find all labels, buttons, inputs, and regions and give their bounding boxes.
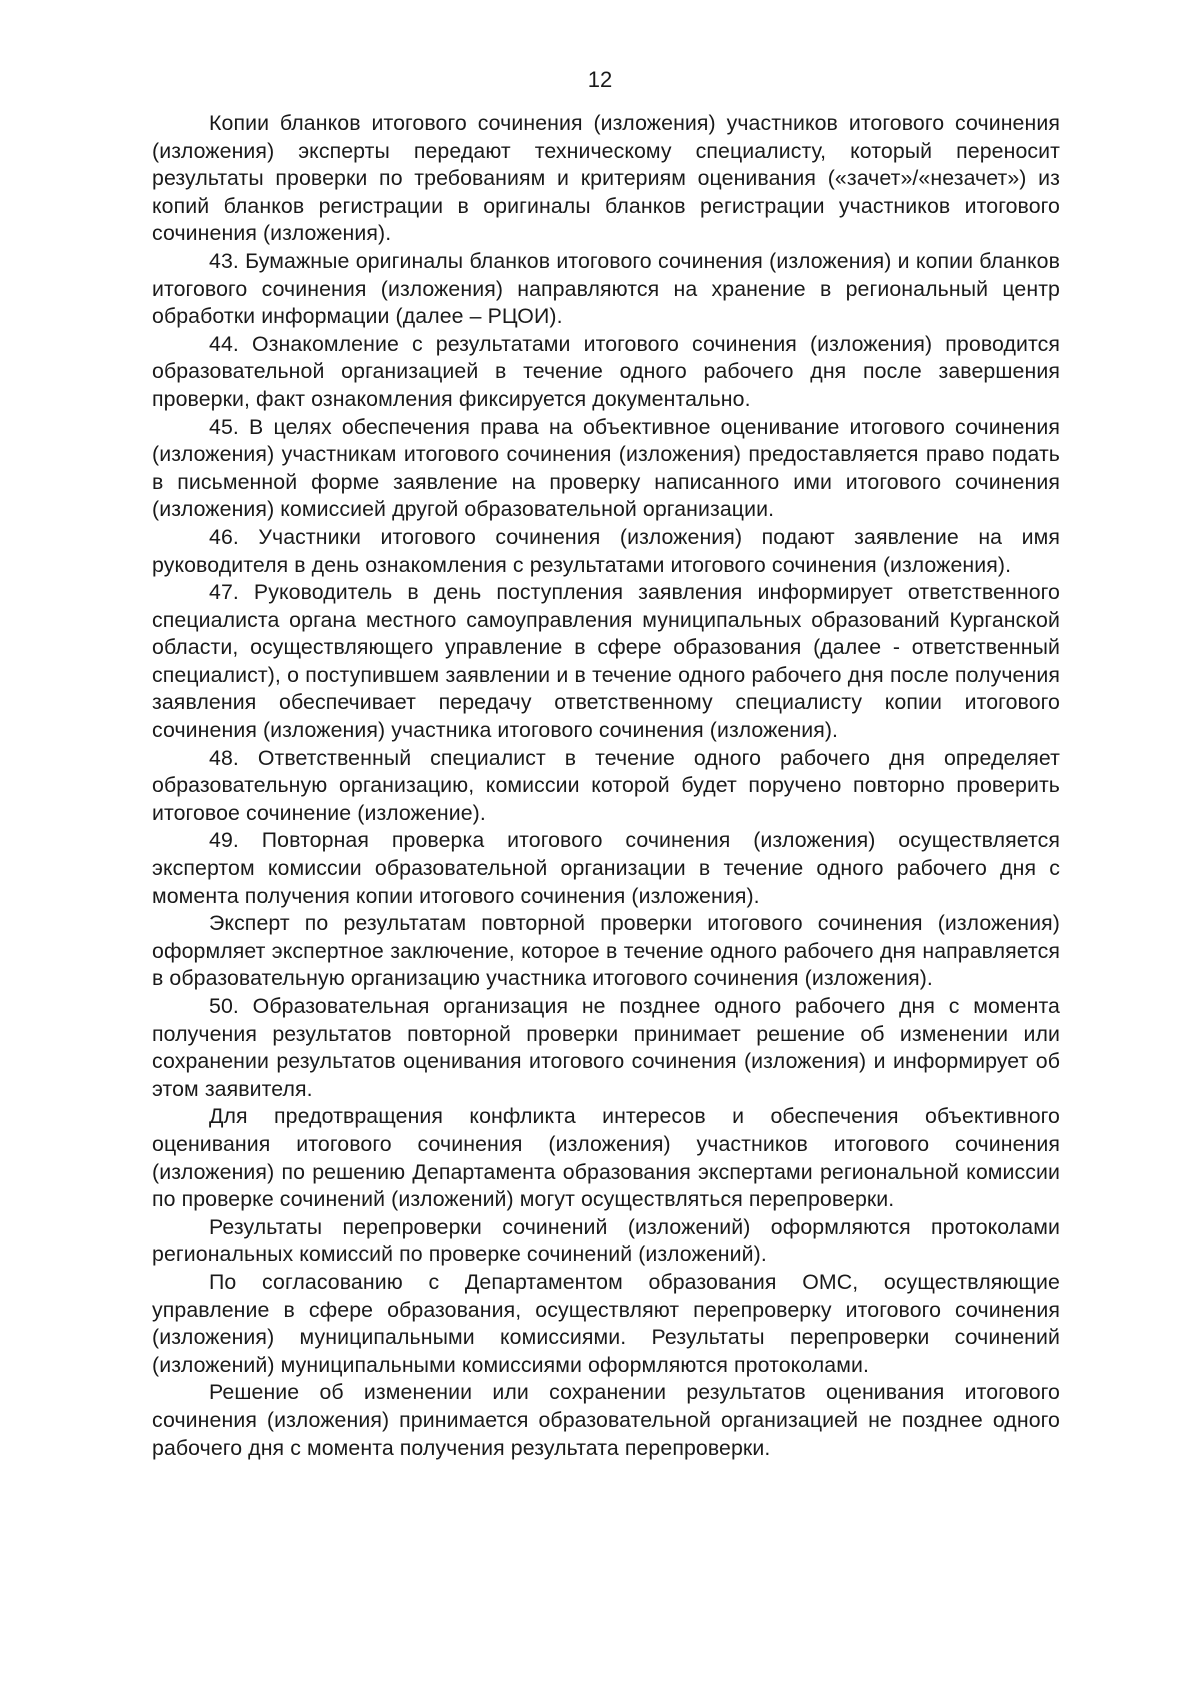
paragraph-copies-transfer: Копии бланков итогового сочинения (изложения) участников итогового сочинения (изложения) эксперты передают техническому специалисту, который переносит результаты проверки по требованиям и критериям оценивания («зачет»/«незачет») из копий бланков регистрации в оригиналы бланков регистрации участников итогового сочинения (изложения). xyxy=(152,111,1060,246)
paragraph-44: 44. Ознакомление с результатами итогового сочинения (изложения) проводится образовательной организацией в течение одного рабочего дня после завершения проверки, факт ознакомления фиксируется документально. xyxy=(152,331,1060,411)
paragraph-47: 47. Руководитель в день поступления заявления информирует ответственного специалиста органа местного самоуправления муниципальных образований Курганской области, осуществляющего управление в сфере образования (далее - ответственный специалист), о поступившем заявлении и в течение одного рабочего дня после получения заявления обеспечивает передачу ответственному специалисту копии итогового сочинения (изложения) участника итогового сочинения (изложения). xyxy=(152,580,1060,743)
document-body xyxy=(152,110,1060,1462)
paragraph-46: 46. Участники итогового сочинения (изложения) подают заявление на имя руководителя в день ознакомления с результатами итогового сочинения (изложения). xyxy=(152,524,1060,577)
paragraph-50: 50. Образовательная организация не позднее одного рабочего дня с момента получения результатов повторной проверки принимает решение об изменении или сохранении результатов оценивания итогового сочинения (изложения) и информирует об этом заявителя. xyxy=(152,994,1060,1101)
paragraph-45: 45. В целях обеспечения права на объективное оценивание итогового сочинения (изложения) участникам итогового сочинения (изложения) предоставляется право подать в письменной форме заявление на проверку написанного ими итогового сочинения (изложения) комиссией другой образовательной организации. xyxy=(152,414,1060,522)
paragraph-recheck-protocols: Результаты перепроверки сочинений (изложений) оформляются протоколами региональных комиссий по проверке сочинений (изложений). xyxy=(152,1214,1060,1267)
paragraph-conflict-prevention: Для предотвращения конфликта интересов и обеспечения объективного оценивания итогового сочинения (изложения) участников итогового сочинения (изложения) по решению Департамента образования экспертами региональной комиссии по проверке сочинений (изложений) могут осуществляться перепроверки. xyxy=(152,1104,1060,1212)
paragraph-oms-recheck: По согласованию с Департаментом образования ОМС, осуществляющие управление в сфере образования, осуществляют перепроверку итогового сочинения (изложения) муниципальными комиссиями. Результаты перепроверки сочинений (изложений) муниципальными комиссиями оформляются протоколами. xyxy=(152,1269,1060,1377)
page-number: 12 xyxy=(587,67,613,92)
paragraph-49: 49. Повторная проверка итогового сочинения (изложения) осуществляется экспертом комиссии образовательной организации в течение одного рабочего дня с момента получения копии итогового сочинения (изложения). xyxy=(152,828,1060,908)
paragraph-48: 48. Ответственный специалист в течение одного рабочего дня определяет образовательную организацию, комиссии которой будет поручено повторно проверить итоговое сочинение (изложение). xyxy=(152,745,1060,825)
paragraph-43: 43. Бумажные оригиналы бланков итогового сочинения (изложения) и копии бланков итогового сочинения (изложения) направляются на хранение в региональный центр обработки информации (далее – РЦОИ). xyxy=(152,248,1060,329)
paragraph-expert-conclusion: Эксперт по результатам повторной проверки итогового сочинения (изложения) оформляет экспертное заключение, которое в течение одного рабочего дня направляется в образовательную организацию участника итогового сочинения (изложения). xyxy=(152,911,1060,991)
paragraph-final-decision: Решение об изменении или сохранении результатов оценивания итогового сочинения (изложения) принимается образовательной организацией не позднее одного рабочего дня с момента получения результата перепроверки. xyxy=(152,1380,1060,1460)
